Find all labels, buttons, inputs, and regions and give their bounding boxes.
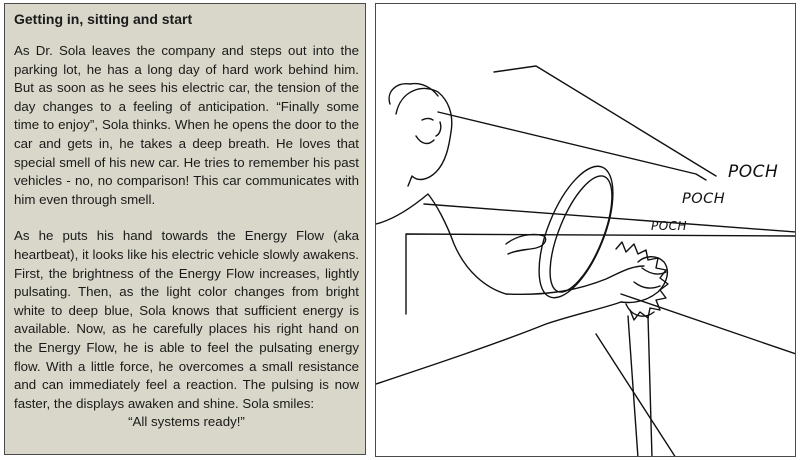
illustration-panel xyxy=(375,3,796,457)
story-paragraph-2 xyxy=(14,227,359,432)
console-line xyxy=(621,294,796,354)
steering-wheel xyxy=(524,157,628,308)
driver-left-hand xyxy=(506,234,546,254)
story-quote: “All systems ready!” xyxy=(128,414,245,430)
sound-effect-small: POCH xyxy=(651,219,688,233)
sound-effect-medium: POCH xyxy=(682,191,726,207)
driver-nose xyxy=(436,122,441,136)
driver-arm xyxy=(506,266,644,294)
driver-eye xyxy=(422,119,433,121)
driver-forearm xyxy=(376,302,621,384)
driver-hand xyxy=(621,257,667,303)
driver-hair xyxy=(389,84,438,104)
energy-flow-stem-right xyxy=(648,316,652,457)
sound-effect-large: POCH xyxy=(728,162,779,182)
energy-flow-pulse xyxy=(616,242,668,320)
story-paragraph-1: As Dr. Sola leaves the company and steps out into the parking lot, he has a long day of hard work behind him. But as soon as he sees his electric car, the tension of the day changes to a feeling of anticipation. “Finally some time to enjoy”, Sola thinks. When he opens the door to the car and gets in, he takes a deep breath. He loves that special smell of his new car. He tries to remember his past vehicles - no, no comparison! This car communicates with him even through smell. xyxy=(14,43,359,207)
driver-illustration xyxy=(376,4,796,457)
driver-finger-2 xyxy=(634,282,660,288)
driver-smile xyxy=(416,136,434,143)
story-panel xyxy=(4,3,366,455)
driver-head xyxy=(396,88,452,186)
story-paragraph-2-text: As he puts his hand towards the Energy Flow (aka heartbeat), it looks like his electric vehicle slowly awakens. First, the brightness of the Energy Flow increases, lightly pulsating. Then, as the light color changes from bright white to deep blue, Sola knows that sufficient energy is available. Now, as he carefully places his right hand on the Energy Flow, he is able to feel the pulsating energy flow. With a little force, he overcomes a small resistance and can immediately feel a reaction. The pulsing is now faster, the displays awaken and shine. Sola smiles: xyxy=(14,228,359,411)
windshield-top-line xyxy=(494,66,716,176)
story-heading: Getting in, sitting and start xyxy=(14,11,193,27)
